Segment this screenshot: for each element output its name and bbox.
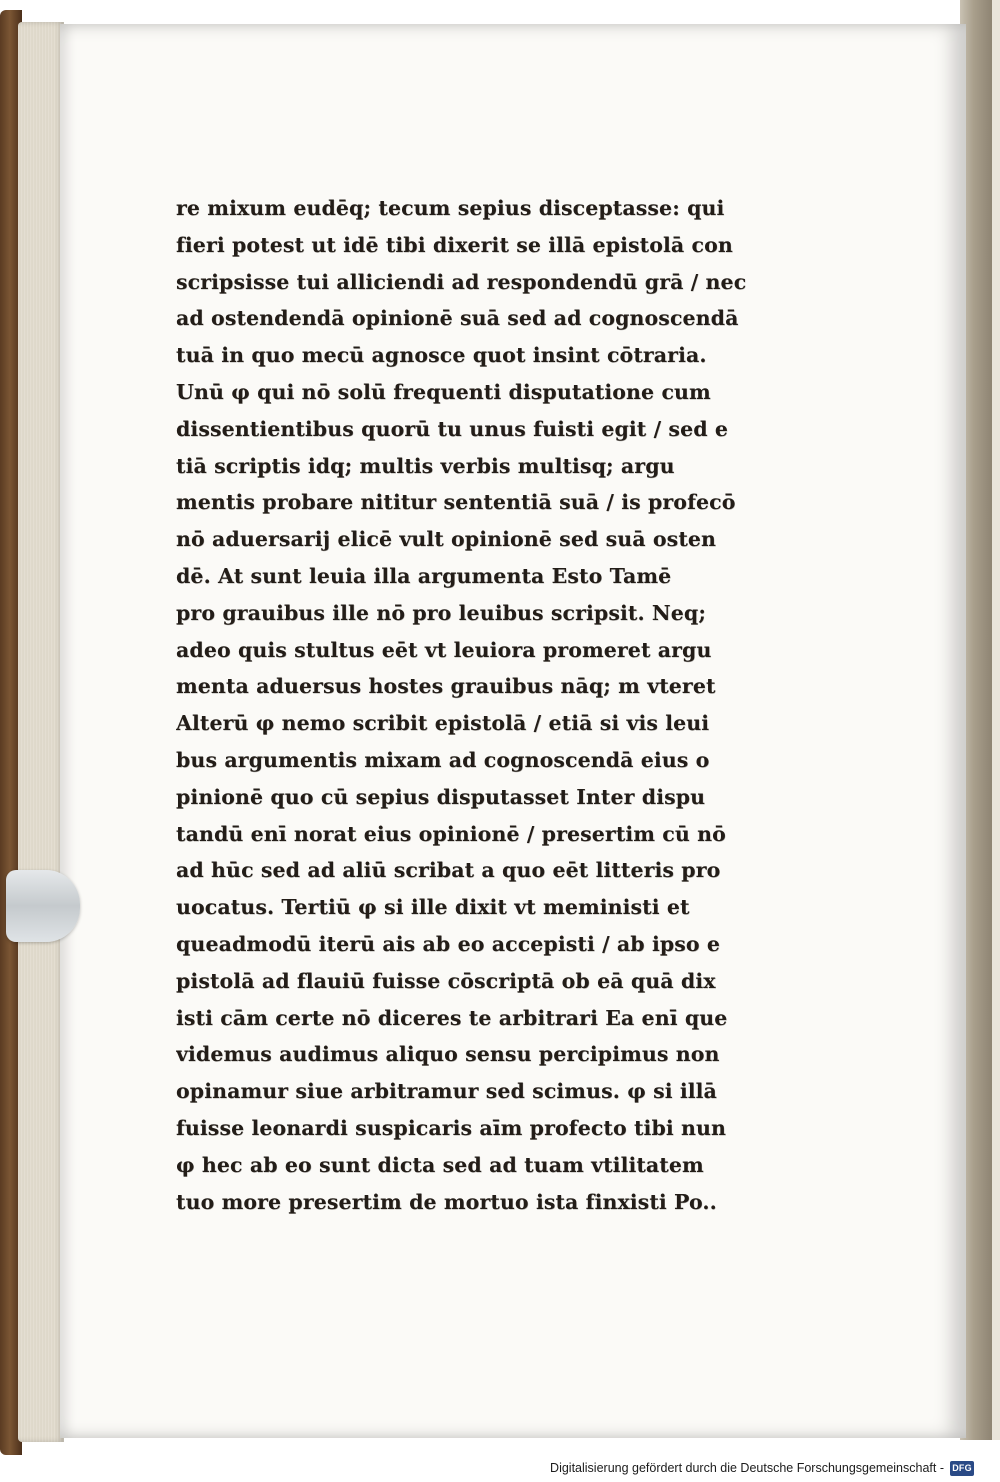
text-line: fuisse leonardi suspicaris aīm profecto tibi nun (176, 1115, 727, 1140)
text-line: scripsisse tui alliciendi ad respondendū grā / nec (176, 269, 747, 294)
text-line: pinionē quo cū sepius disputasset Inter dispu (176, 784, 706, 809)
text-line: menta aduersus hostes grauibus nāq; m vteret (176, 674, 716, 699)
text-line: bus argumentis mixam ad cognoscendā eius o (176, 747, 710, 772)
text-line: tuo more presertim de mortuo ista finxisti Po.. (176, 1189, 717, 1214)
digitization-credit (550, 1458, 974, 1478)
text-line: tuā in quo mecū agnosce quot insint cōtraria. (176, 343, 707, 368)
printed-text-block (176, 190, 756, 1220)
text-line: pro grauibus ille nō pro leuibus scripsit. Neq; (176, 600, 707, 625)
text-line: uocatus. Tertiū φ si ille dixit vt meministi et (176, 895, 690, 920)
text-line: ad ostendendā opinionē suā sed ad cognoscendā (176, 306, 739, 331)
text-line: re mixum eudēq; tecum sepius disceptasse: qui (176, 196, 725, 220)
text-line: mentis probare nititur sententiā suā / is profecō (176, 490, 736, 515)
text-line: pistolā ad flauiū fuisse cōscriptā ob eā quā dix (176, 968, 716, 993)
text-line: dē. At sunt leuia illa argumenta Esto Tamē (176, 563, 672, 588)
text-line: Unū φ qui nō solū frequenti disputatione cum (176, 379, 711, 404)
text-line: videmus audimus aliquo sensu percipimus non (176, 1042, 720, 1067)
text-line: tiā scriptis idq; multis verbis multisq; argu (176, 453, 675, 478)
text-line: adeo quis stultus eēt vt leuiora promeret argu (176, 637, 712, 662)
page-edges (18, 22, 64, 1442)
text-line: ad hūc sed ad aliū scribat a quo eēt litteris pro (176, 858, 721, 883)
text-line: queadmodū iterū ais ab eo accepisti / ab ipso e (176, 931, 721, 956)
text-line: φ hec ab eo sunt dicta sed ad tuam vtilitatem (176, 1152, 704, 1177)
text-line: isti cām certe nō diceres te arbitrari Ea enī que (176, 1005, 728, 1030)
text-line: nō aduersarij elicē vult opinionē sed suā osten (176, 527, 717, 552)
text-line: Alterū φ nemo scribit epistolā / etiā si vis leui (176, 711, 710, 736)
dfg-logo[interactable]: DFG (950, 1461, 974, 1476)
credit-text: Digitalisierung gefördert durch die Deutsche Forschungsgemeinschaft - (550, 1461, 944, 1475)
right-edge (992, 0, 1000, 1440)
page-clip (6, 870, 80, 942)
text-line: tandū enī norat eius opinionē / presertim cū nō (176, 821, 726, 846)
text-line: dissentientibus quorū tu unus fuisti egit / sed e (176, 416, 729, 441)
text-line: opinamur siue arbitramur sed scimus. φ si illā (176, 1079, 717, 1104)
text-line: fieri potest ut idē tibi dixerit se illā epistolā con (176, 232, 733, 257)
